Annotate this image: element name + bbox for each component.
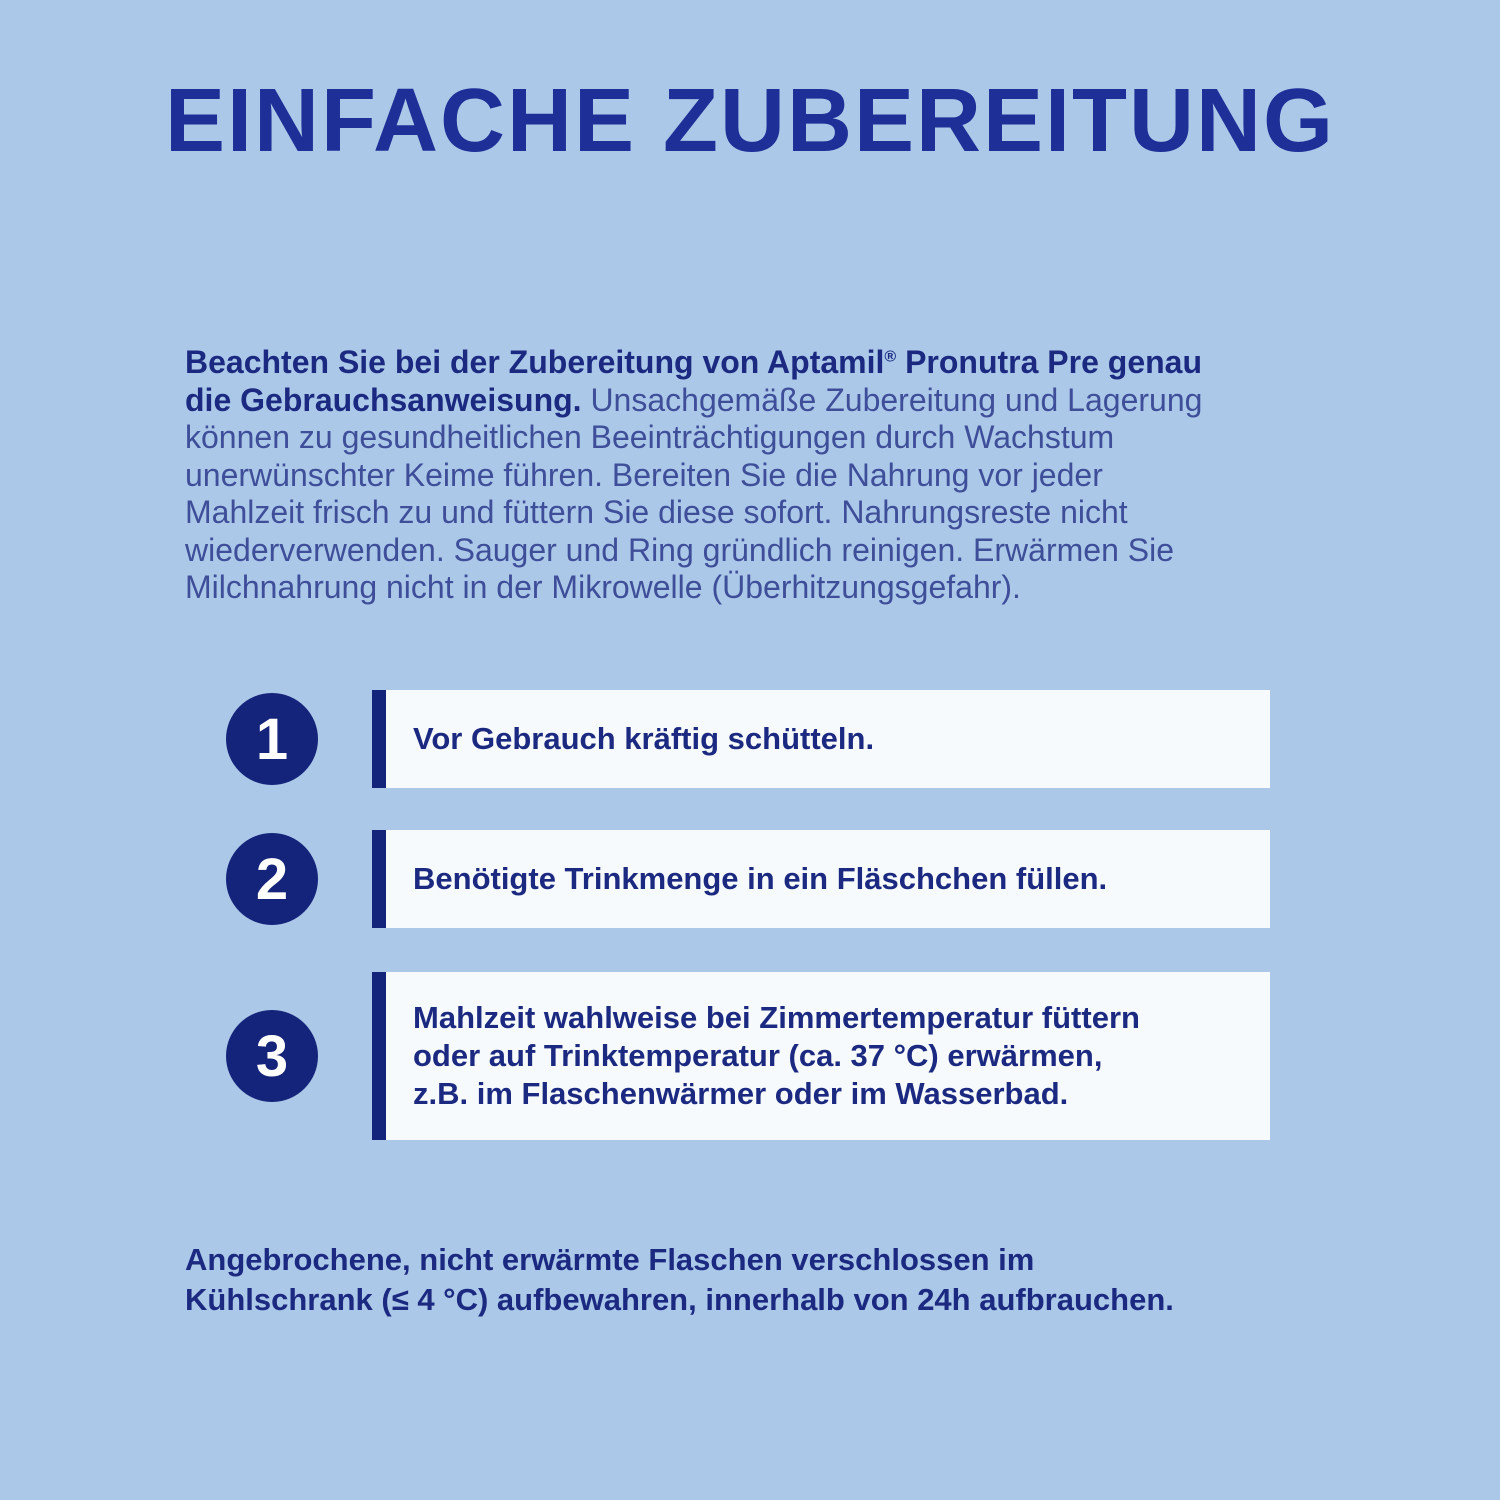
intro-line-6: wiederverwenden. Sauger und Ring gründlich reinigen. Erwärmen Sie — [185, 531, 1174, 568]
step-text-box-3 — [386, 972, 1270, 1140]
step-number: 3 — [255, 1023, 289, 1089]
step-accent-bar — [372, 830, 386, 928]
step-text-box-1 — [386, 690, 1270, 788]
step-text: Benötigte Trinkmenge in ein Fläschchen füllen. — [413, 861, 1108, 896]
step-text: Vor Gebrauch kräftig schütteln. — [413, 721, 875, 756]
step-accent-bar — [372, 690, 386, 788]
intro-paragraph — [185, 344, 1365, 607]
storage-note-line-2: Kühlschrank (≤ 4 °C) aufbewahren, innerhalb von 24h aufbrauchen. — [185, 1282, 1174, 1317]
step-number-badge-1 — [226, 693, 318, 785]
step-accent-bar — [372, 972, 386, 1140]
page-title: EINFACHE ZUBEREITUNG — [164, 71, 1336, 171]
step-text: oder auf Trinktemperatur (ca. 37 °C) erwärmen, — [413, 1038, 1103, 1073]
intro-line-4: unerwünschter Keime führen. Bereiten Sie die Nahrung vor jeder — [185, 456, 1103, 493]
intro-line-7: Milchnahrung nicht in der Mikrowelle (Überhitzungsgefahr). — [185, 569, 1021, 605]
intro-line-3: können zu gesundheitlichen Beeinträchtigungen durch Wachstum — [185, 419, 1115, 455]
intro-text-segment: Pronutra Pre genau — [896, 344, 1203, 380]
registered-trademark-symbol: ® — [884, 348, 897, 366]
step-text: z.B. im Flaschenwärmer oder im Wasserbad. — [413, 1076, 1069, 1111]
intro-line-2 — [185, 382, 1365, 420]
storage-note-line-1: Angebrochene, nicht erwärmte Flaschen verschlossen im — [185, 1242, 1035, 1277]
step-number: 1 — [255, 706, 289, 772]
step-row-1 — [226, 690, 1270, 788]
step-row-2 — [226, 830, 1270, 928]
intro-text-segment: die Gebrauchsanweisung. — [185, 381, 582, 418]
step-row-3 — [226, 972, 1270, 1140]
intro-line-1 — [185, 344, 1365, 382]
step-number: 2 — [255, 846, 289, 912]
storage-note — [185, 1240, 1174, 1320]
intro-text-segment: Beachten Sie bei der Zubereitung von Aptamil — [185, 344, 885, 380]
step-number-badge-3 — [226, 1010, 318, 1102]
step-text: Mahlzeit wahlweise bei Zimmertemperatur füttern — [413, 1000, 1140, 1035]
intro-line-5: Mahlzeit frisch zu und füttern Sie diese sofort. Nahrungsreste nicht — [185, 494, 1128, 530]
step-number-badge-2 — [226, 833, 318, 925]
step-text-box-2 — [386, 830, 1270, 928]
intro-text-segment: Unsachgemäße Zubereitung und Lagerung — [581, 381, 1203, 418]
